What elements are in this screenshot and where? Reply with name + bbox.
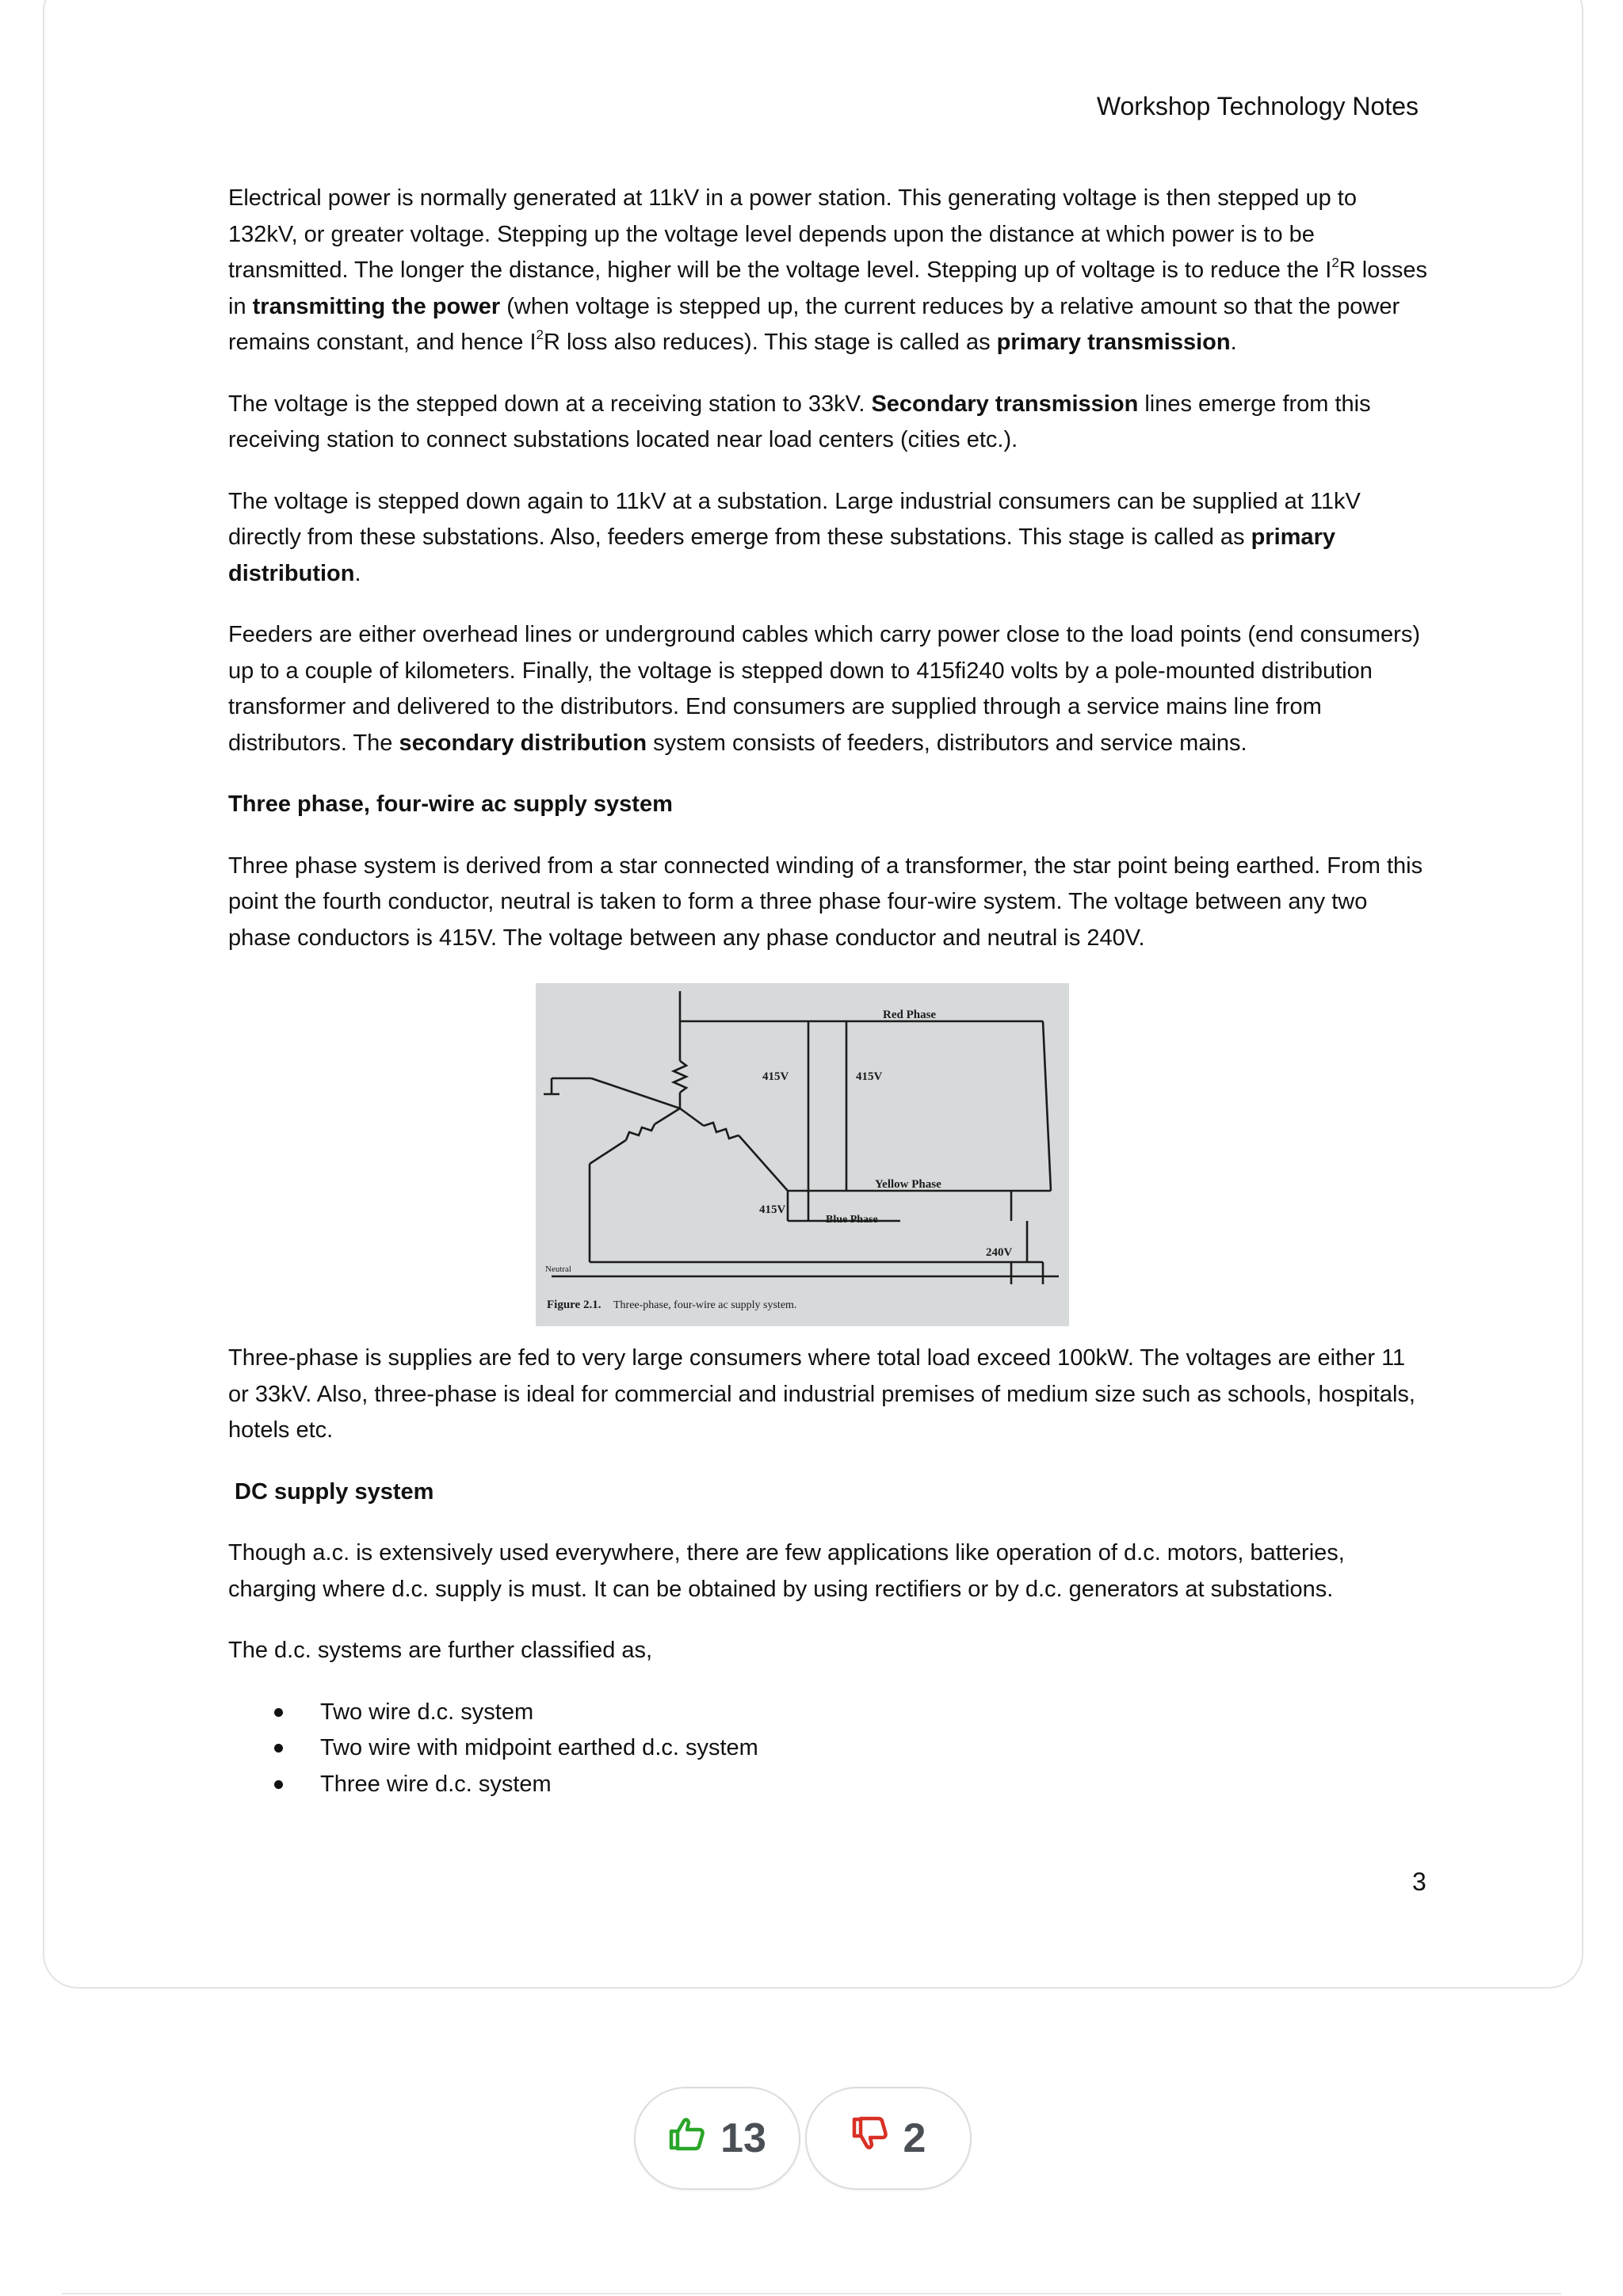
bullet-icon <box>274 1744 283 1753</box>
label-415v-c: 415V <box>759 1203 786 1216</box>
section-heading-three-phase: Three phase, four-wire ac supply system <box>228 791 673 817</box>
vote-bar <box>634 2087 959 2193</box>
paragraph-secondary-transmission: The voltage is the stepped down at a receiving station to 33kV. Secondary transmission lines emerge from this receiving station to connect substations located near load centers (cities etc.). <box>228 391 1371 452</box>
section-heading-dc-supply: DC supply system <box>235 1478 434 1505</box>
paragraph-primary-transmission: Electrical power is normally generated at 11kV in a power station. This generating voltage is then stepped up to 132kV, or greater voltage. Stepping up the voltage level depends upon the distance at which power is to be transmitted. The longer the distance, higher will be the voltage level. Stepping up of voltage is to reduce the $I^2R$ losses in transmitting the power (when voltage is stepped up, the current reduces by a relative amount so that the power remains constant, and hence $I^2R$ loss also reduces). This stage is called as primary transmission. <box>228 185 1427 355</box>
three-phase-diagram <box>536 983 1069 1326</box>
label-415v-b: 415V <box>856 1070 883 1083</box>
bullet-icon <box>274 1780 283 1789</box>
dc-systems-list <box>228 1695 1428 1803</box>
page-number: 3 <box>1412 1867 1426 1896</box>
paragraph-three-phase-system: Three phase system is derived from a star connected winding of a transformer, the star point being earthed. From this point the fourth conductor, neutral is taken to form a three phase four-wire system. The voltage between any two phase conductors is 415V. The voltage between any phase conductor and neutral is 240V. <box>228 852 1423 951</box>
label-yellow-phase: Yellow Phase <box>875 1178 941 1191</box>
paragraph-secondary-distribution: Feeders are either overhead lines or underground cables which carry power close to the load points (end consumers) up to a couple of kilometers. Finally, the voltage is stepped down to 415fi240 volts by a pole-mounted distribution transformer and delivered to the distributors. End consumers are supplied through a service mains line from distributors. The secondary distribution system consists of feeders, distributors and service mains. <box>228 622 1420 756</box>
three-phase-diagram-figure <box>536 983 1069 1326</box>
label-415v-a: 415V <box>762 1070 789 1083</box>
page-content <box>228 181 1428 1802</box>
figure-caption-label: Figure 2.1. <box>547 1299 601 1311</box>
thumbs-up-icon <box>668 2115 706 2163</box>
paragraph-primary-distribution: The voltage is stepped down again to 11kV at a substation. Large industrial consumers can be supplied at 11kV directly from these substations. Also, feeders emerge from these substations. This stage is called as primary distribution. <box>228 488 1361 586</box>
running-header: Workshop Technology Notes <box>1096 92 1419 120</box>
figure-caption-text: Three-phase, four-wire ac supply system. <box>613 1299 797 1311</box>
upvote-count: 13 <box>720 2115 766 2161</box>
paragraph-three-phase-consumers: Three-phase is supplies are fed to very large consumers where total load exceed 100kW. The voltages are either 11 or 33kV. Also, three-phase is ideal for commercial and industrial premises of medium size such as schools, hospitals, hotels etc. <box>228 1345 1415 1443</box>
label-neutral: Neutral <box>545 1264 571 1274</box>
list-item: Two wire d.c. system <box>274 1695 1428 1731</box>
paragraph-dc-supply: Though a.c. is extensively used everywhere, there are few applications like operation of d.c. motors, batteries, charging where d.c. supply is must. It can be obtained by using rectifiers or by d.c. generators at substations. <box>228 1540 1345 1602</box>
thumbs-down-icon <box>851 2115 889 2163</box>
bullet-icon <box>274 1708 283 1717</box>
label-blue-phase: Blue Phase <box>826 1214 878 1226</box>
list-item: Three wire d.c. system <box>274 1767 1428 1803</box>
footer-divider <box>62 2293 1561 2294</box>
label-red-phase: Red Phase <box>883 1009 937 1021</box>
label-240v: 240V <box>986 1246 1013 1259</box>
list-item: Two wire with midpoint earthed d.c. system <box>274 1730 1428 1767</box>
downvote-button[interactable] <box>805 2087 972 2190</box>
upvote-button[interactable] <box>634 2087 800 2190</box>
downvote-count: 2 <box>903 2115 926 2161</box>
paragraph-dc-classification: The d.c. systems are further classified as, <box>228 1638 653 1663</box>
